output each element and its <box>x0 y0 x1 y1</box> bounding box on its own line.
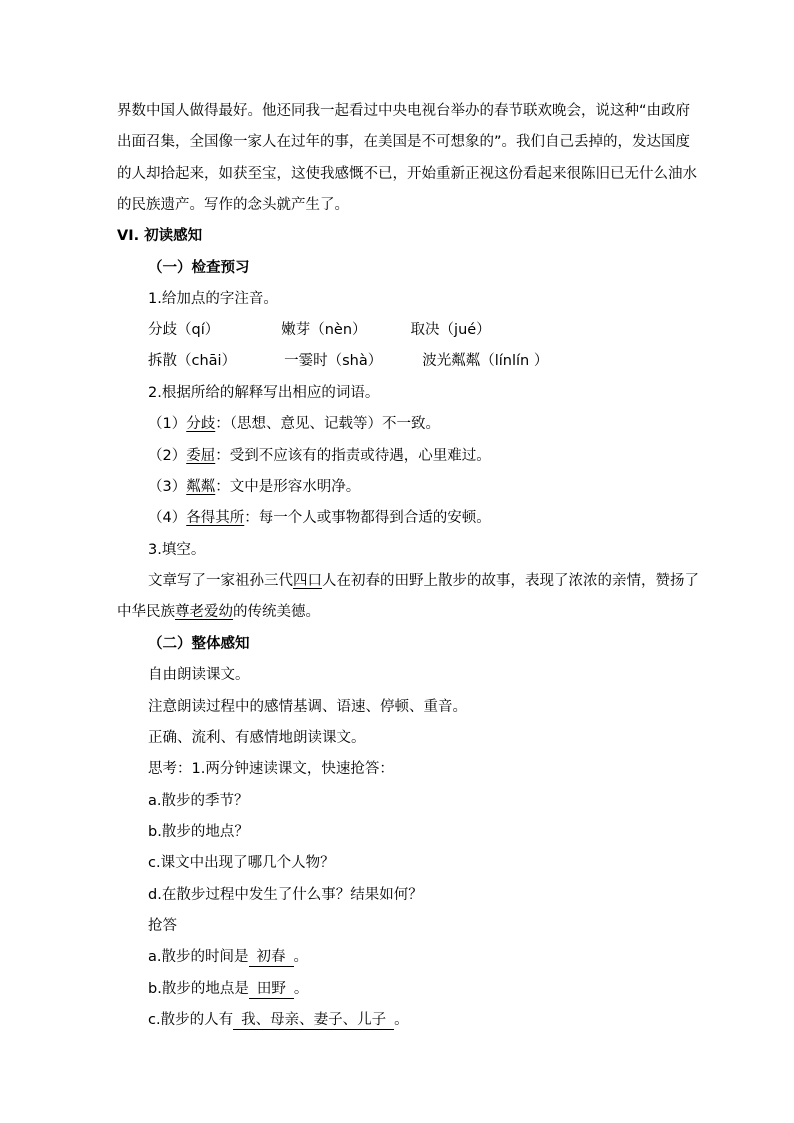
body-line: 自由朗读课文。 <box>148 667 250 683</box>
answer-line <box>148 979 308 999</box>
body-line: a.散步的季节？ <box>148 793 249 809</box>
pinyin-item: 分歧（qí） <box>148 322 220 338</box>
definition: ：（思想、意见、记载等）不一致。 <box>215 416 440 432</box>
fill-blank-line-2 <box>117 602 320 622</box>
pinyin-row-1 <box>148 320 491 340</box>
pinyin-item: 嫩芽（nèn） <box>281 322 367 338</box>
question-3-title: 3.填空。 <box>148 542 206 558</box>
pinyin-row-2 <box>148 351 548 371</box>
body-line: 注意朗读过程中的感情基调、语速、停顿、重音。 <box>148 699 467 715</box>
definition-item <box>148 477 360 497</box>
definition: ：每一个人或事物都得到合适的安顿。 <box>244 510 491 526</box>
body-line: b.散步的地点？ <box>148 824 249 840</box>
definition: ：受到不应该有的指责或待遇，心里难过。 <box>215 448 491 464</box>
intro-line-4: 的民族遗产。写作的念头就产生了。 <box>117 197 349 213</box>
answer-line <box>148 947 308 967</box>
fill-answer: 四口 <box>293 573 322 589</box>
answer-blank: 田野 <box>249 980 294 999</box>
fill-text: 人在初春的田野上散步的故事，表现了浓浓的亲情，赞扬了 <box>322 573 699 589</box>
fill-text: 中华民族 <box>117 604 175 620</box>
answer-suffix: 。 <box>293 981 309 997</box>
subsection-heading-overall: （二）整体感知 <box>148 636 250 652</box>
answer-prefix: a.散步的时间是 <box>148 949 249 965</box>
item-number: （2） <box>148 448 187 464</box>
intro-line-2: 出面召集，全国像一家人在过年的事，在美国是不可想象的”。我们自己丢掉的，发达国度 <box>117 134 691 150</box>
answer-suffix: 。 <box>394 1012 409 1028</box>
definition-item <box>148 446 491 466</box>
question-1-title: 1.给加点的字注音。 <box>148 291 278 307</box>
body-line: 正确、流利、有感情地朗读课文。 <box>148 730 366 746</box>
question-2-title: 2.根据所给的解释写出相应的词语。 <box>148 385 380 401</box>
pinyin-item: 一霎时（shà） <box>284 353 383 369</box>
intro-line-1: 界数中国人做得最好。他还同我一起看过中央电视台举办的春节联欢晚会，说这种“由政府 <box>117 103 691 119</box>
pinyin-item: 波光粼粼（línlín ） <box>422 353 549 369</box>
answer-prefix: c.散步的人有 <box>148 1012 234 1028</box>
answer-prefix: b.散步的地点是 <box>148 981 249 997</box>
fill-text: 的传统美德。 <box>233 604 320 620</box>
answer-blank: 初春 <box>249 948 294 967</box>
item-number: （3） <box>148 479 187 495</box>
item-number: （1） <box>148 416 187 432</box>
subsection-heading-check-preview: （一）检查预习 <box>148 260 250 276</box>
section-heading: VI. 初读感知 <box>117 228 203 244</box>
pinyin-item: 取决（jué） <box>410 322 491 338</box>
term: 分歧 <box>186 416 216 432</box>
pinyin-item: 拆散（chāi） <box>148 353 237 369</box>
body-line: d.在散步过程中发生了什么事？结果如何？ <box>148 887 423 903</box>
body-line: 抢答 <box>148 918 177 934</box>
answer-suffix: 。 <box>293 949 308 965</box>
answer-line <box>148 1010 409 1030</box>
body-line: c.课文中出现了哪几个人物？ <box>148 855 335 871</box>
fill-text: 文章写了一家祖孙三代 <box>148 573 293 589</box>
term: 各得其所 <box>186 510 245 526</box>
definition-item <box>148 508 491 528</box>
fill-blank-line-1 <box>148 571 699 591</box>
term: 粼粼 <box>186 479 216 495</box>
answer-blank: 我、母亲、妻子、儿子 <box>233 1011 394 1030</box>
term: 委屈 <box>186 448 216 464</box>
fill-answer: 尊老爱幼 <box>175 604 233 620</box>
body-line: 思考：1.两分钟速读课文，快速抢答： <box>148 761 394 777</box>
item-number: （4） <box>148 510 187 526</box>
definition: ：文中是形容水明净。 <box>215 479 361 495</box>
definition-item <box>148 414 440 434</box>
intro-line-3: 的人却拾起来，如获至宝，这使我感慨不已，开始重新正视这份看起来很陈旧已无什么油水 <box>117 166 697 182</box>
